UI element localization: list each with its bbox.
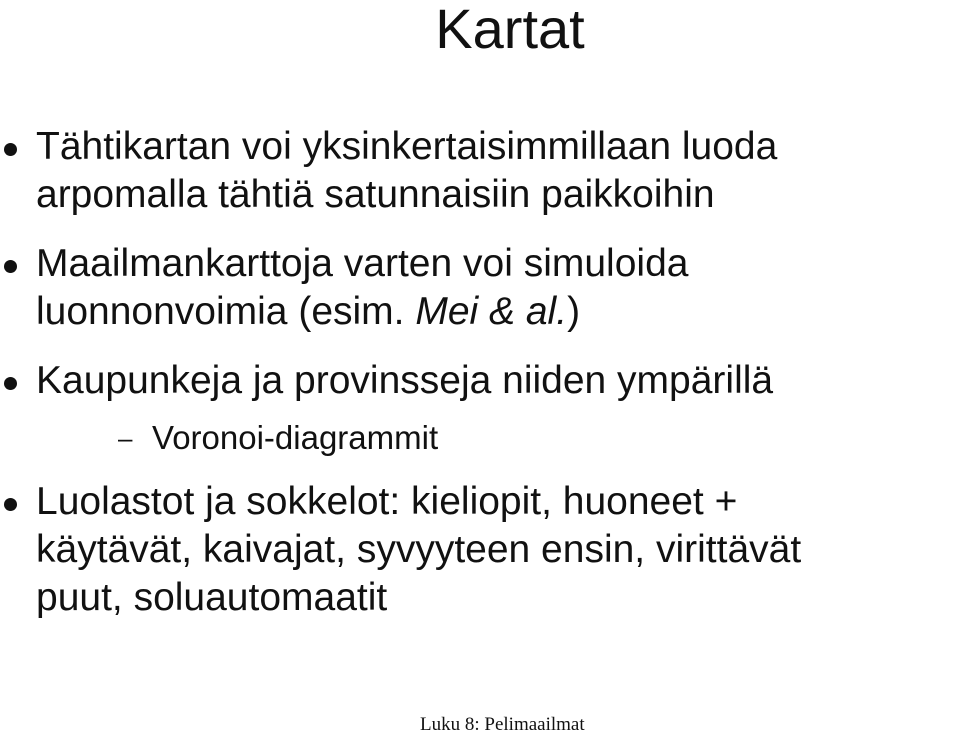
sub-bullet-dash: – <box>118 423 133 453</box>
bullet-text-line: arpomalla tähtiä satunnaisiin paikkoihin <box>36 173 715 216</box>
bullet-text-line: Tähtikartan voi yksinkertaisimmillaan luoda <box>36 125 778 168</box>
bullet-dot-icon <box>4 377 17 390</box>
bullet-text-line: Maailmankarttoja varten voi simuloida <box>36 242 689 285</box>
slide-title: Kartat <box>435 0 585 60</box>
bullet-dot-icon <box>4 143 17 156</box>
bullet-list <box>0 123 960 643</box>
bullet-text-segment: luonnonvoimia (esim. <box>36 290 416 333</box>
bullet-text-segment: ) <box>567 290 581 333</box>
bullet-item <box>0 240 960 336</box>
sub-bullet-text: Voronoi-diagrammit <box>152 419 439 456</box>
bullet-item <box>0 357 960 405</box>
bullet-text-line: Kaupunkeja ja provinsseja niiden ympärillä <box>36 359 774 402</box>
bullet-item <box>0 478 960 622</box>
bullet-dot-icon <box>4 498 17 511</box>
bullet-text-line <box>36 288 960 336</box>
bullet-text-line: käytävät, kaivajat, syvyyteen ensin, virittävät <box>36 528 802 571</box>
bullet-text-line: Luolastot ja sokkelot: kieliopit, huoneet + <box>36 480 738 523</box>
bullet-item <box>0 123 960 219</box>
bullet-text-line: puut, soluautomaatit <box>36 576 388 619</box>
citation-text: Mei & al. <box>415 290 568 333</box>
slide-footer: Luku 8: Pelimaailmat <box>420 714 585 735</box>
sub-bullet-item <box>0 416 960 460</box>
bullet-dot-icon <box>4 260 17 273</box>
